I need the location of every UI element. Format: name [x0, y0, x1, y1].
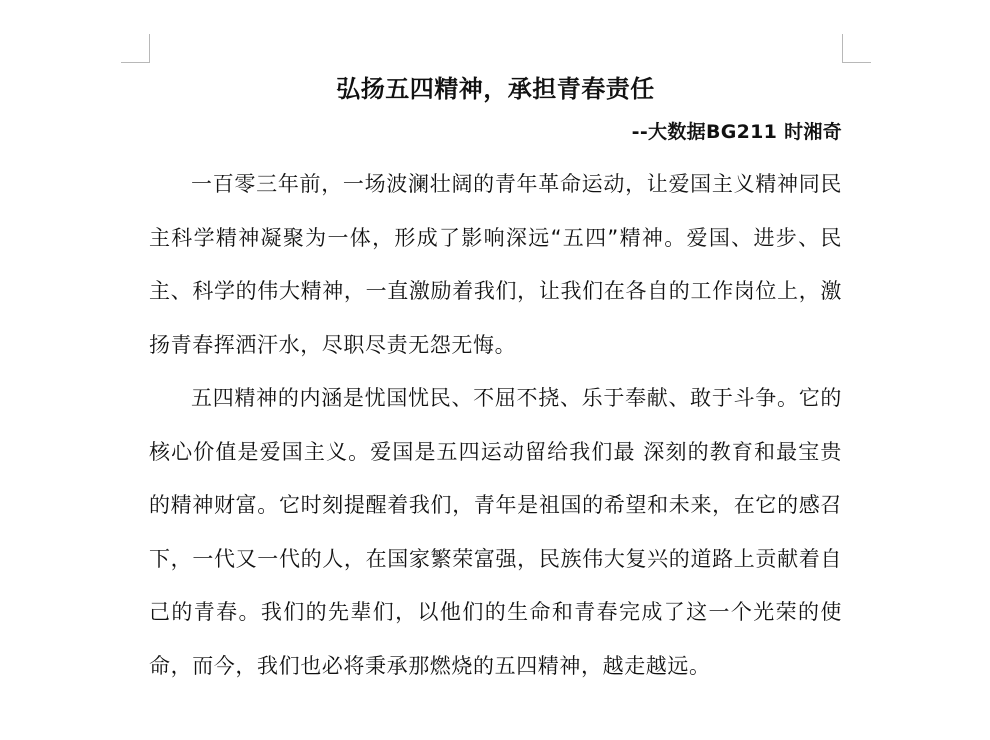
page-corner-mark-top-left — [121, 34, 150, 63]
paragraph-1: 一百零三年前，一场波澜壮阔的青年革命运动，让爱国主义精神同民主科学精神凝聚为一体，形成了影响深远“五四”精神。爱国、进步、民主、科学的伟大精神，一直激励着我们，让我们在各自的工作岗位上，激扬青春挥洒汗水，尽职尽责无怨无悔。 — [149, 172, 842, 357]
author-byline: --大数据BG211 时湘奇 — [631, 121, 842, 143]
paragraph-2: 五四精神的内涵是忧国忧民、不屈不挠、乐于奉献、敢于斗争。它的核心价值是爱国主义。爱国是五四运动留给我们最 深刻的教育和最宝贵的精神财富。它时刻提醒着我们，青年是祖国的希望和未来，在它的感召下，一代又一代的人，在国家繁荣富强，民族伟大复兴的道路上贡献着自己的青春。我们的先辈们，以他们的生命和青春完成了这一个光荣的使命，而今，我们也必将秉承那燃烧的五四精神，越走越远。 — [149, 386, 842, 678]
document-body[interactable] — [149, 72, 842, 693]
document-title: 弘扬五四精神，承担青春责任 — [336, 75, 655, 103]
page-corner-mark-top-right — [842, 34, 871, 63]
